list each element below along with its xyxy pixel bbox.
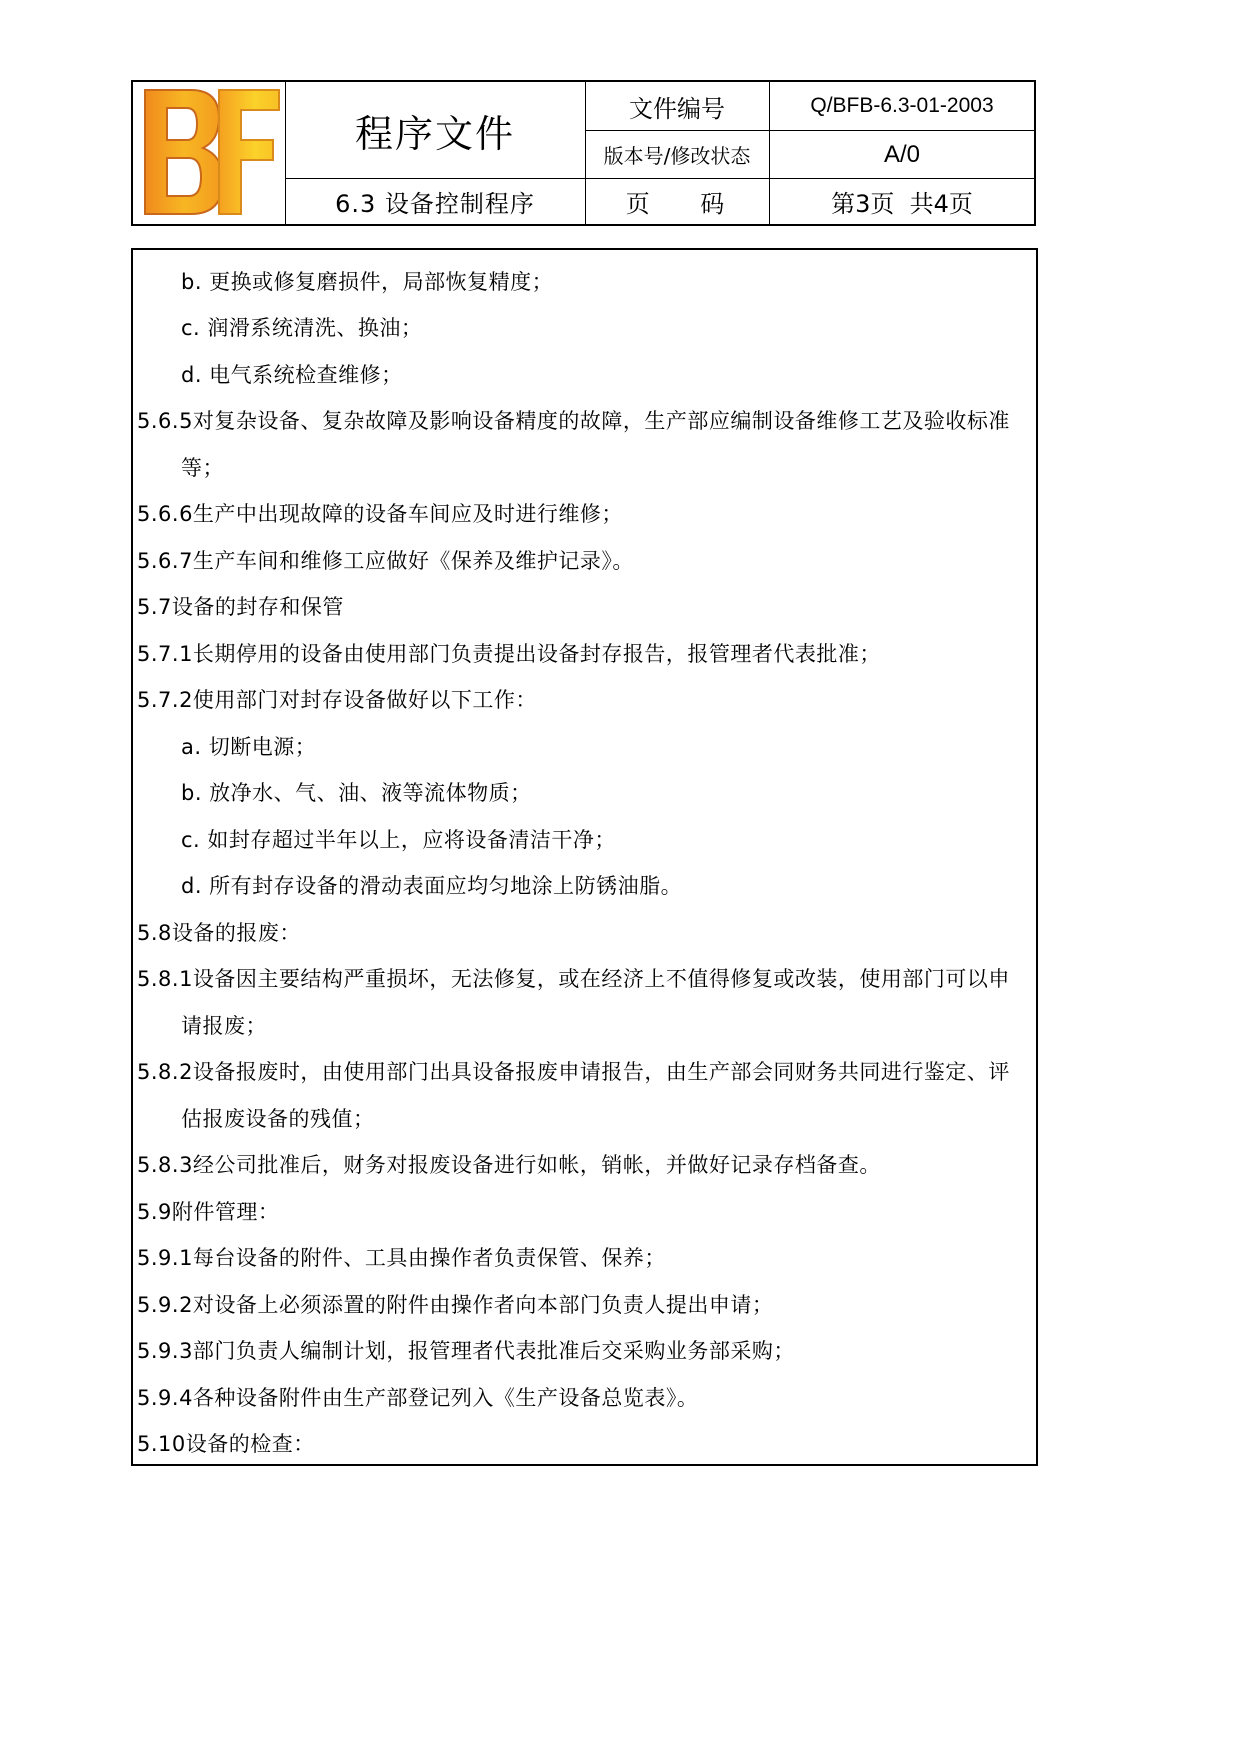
text-line: 5.8.2设备报废时，由使用部门出具设备报废申请报告，由生产部会同财务共同进行鉴定、评 [137,1060,1010,1084]
text-line: 5.9.2对设备上必须添置的附件由操作者向本部门负责人提出申请； [137,1293,774,1317]
text-line: 5.6.6生产中出现故障的设备车间应及时进行维修； [137,502,623,526]
company-logo [133,82,285,224]
text-line: 5.6.7生产车间和维修工应做好《保养及维护记录》。 [137,549,634,573]
text-line: 5.8.3经公司批准后，财务对报废设备进行如帐，销帐，并做好记录存档备查。 [137,1153,881,1177]
version-value: A/0 [883,140,921,168]
text-line: c. 润滑系统清洗、换油； [181,316,423,340]
text-line: b. 更换或修复磨损件，局部恢复精度； [181,270,554,294]
procedure-title: 6.3 设备控制程序 [335,190,535,218]
doc-number-value: Q/BFB-6.3-01-2003 [810,94,994,117]
document-header [131,80,1036,226]
text-line: 请报废； [181,1014,267,1038]
section-heading: 5.7设备的封存和保管 [137,595,344,619]
version-label: 版本号/修改状态 [603,144,751,168]
text-line: 5.9.3部门负责人编制计划，报管理者代表批准后交采购业务部采购； [137,1339,795,1363]
text-line: 5.8.1设备因主要结构严重损坏，无法修复，或在经济上不值得修复或改装，使用部门可以申 [137,967,1010,991]
text-line: d. 所有封存设备的滑动表面应均匀地涂上防锈油脂。 [181,874,683,898]
text-line: 5.9.4各种设备附件由生产部登记列入《生产设备总览表》。 [137,1386,699,1410]
text-line: 5.6.5对复杂设备、复杂故障及影响设备精度的故障，生产部应编制设备维修工艺及验收标准 [137,409,1010,433]
text-line: 5.7.1长期停用的设备由使用部门负责提出设备封存报告，报管理者代表批准； [137,642,881,666]
text-line: 等； [181,456,224,480]
section-heading: 5.9附件管理： [137,1200,280,1224]
text-line: c. 如封存超过半年以上，应将设备清洁干净； [181,828,616,852]
document-title: 程序文件 [354,111,515,156]
document-body [131,248,1038,1466]
text-line: b. 放净水、气、油、液等流体物质； [181,781,532,805]
section-heading: 5.8设备的报废： [137,921,301,945]
text-line: d. 电气系统检查维修； [181,363,403,387]
page-label: 页 码 [625,190,729,218]
text-line: 5.7.2使用部门对封存设备做好以下工作： [137,688,537,712]
section-heading: 5.10设备的检查： [137,1432,315,1456]
text-line: 5.9.1每台设备的附件、工具由操作者负责保管、保养； [137,1246,666,1270]
doc-number-label: 文件编号 [629,94,725,123]
page-value: 第3页 共4页 [831,190,973,218]
text-line: 估报废设备的残值； [181,1107,375,1131]
bf-logo-graphic [133,82,285,224]
text-line: a. 切断电源； [181,735,317,759]
